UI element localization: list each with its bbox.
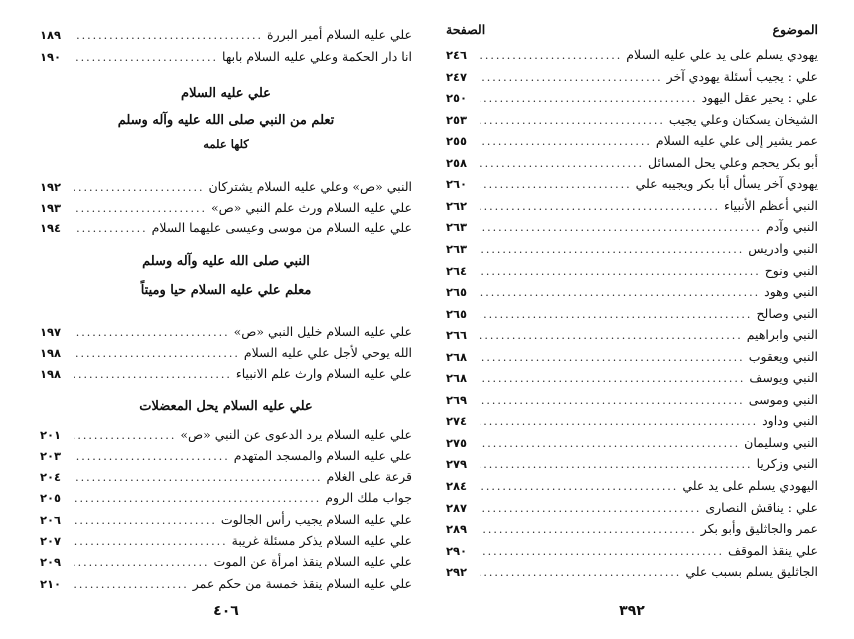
toc-entry — [40, 530, 412, 550]
toc-entry — [446, 497, 818, 517]
entry-title: علي عليه السلام وارث علم الانبياء — [235, 366, 412, 381]
entry-page: ٢٥٥ — [446, 134, 468, 149]
entry-page: ٢٦٨ — [446, 349, 468, 364]
leader-dots — [74, 201, 207, 217]
entry-page: ١٨٩ — [40, 28, 62, 42]
entry-page: ٢٠١ — [40, 428, 62, 442]
entry-page: ٢٠٣ — [40, 449, 62, 463]
entry-page: ٢٠٤ — [40, 470, 62, 484]
leader-dots — [74, 513, 217, 529]
entry-page: ٢٥٨ — [446, 155, 468, 170]
right-page — [446, 0, 818, 639]
section-heading: علي عليه السلام يحل المعضلات — [139, 399, 313, 414]
entry-page: ٢٦٢ — [446, 198, 468, 213]
entry-title: الشيخان يسكتان وعلي يجيب — [668, 111, 818, 127]
toc-entry — [446, 432, 818, 452]
entry-title: علي : يجيب أسئلة يهودي آخر — [666, 68, 818, 84]
entry-page: ٢٦٣ — [446, 220, 468, 235]
entry-page: ٢٠٩ — [40, 555, 62, 569]
entry-title: النبي وزكريا — [756, 456, 818, 472]
toc-entry — [40, 24, 412, 44]
leader-dots — [480, 285, 760, 301]
toc-entry — [446, 216, 818, 236]
leader-dots — [74, 346, 240, 362]
toc-entry — [446, 109, 818, 129]
entry-title: الله يوحي لأجل علي عليه السلام — [243, 345, 412, 360]
entry-page: ٢٦٩ — [446, 392, 468, 407]
entry-page: ٢٦٨ — [446, 371, 468, 386]
entry-page: ١٩٠ — [40, 50, 62, 64]
entry-title: قرعة على الغلام — [326, 469, 412, 484]
entry-title: علي عليه السلام يرد الدعوى عن النبي «ص» — [180, 427, 412, 442]
toc-entry — [40, 509, 412, 529]
toc-entry — [40, 466, 412, 486]
toc-entry — [40, 46, 412, 66]
entry-page: ٢٧٤ — [446, 414, 468, 429]
entry-page: ٢٠٧ — [40, 534, 62, 548]
toc-entry — [446, 410, 818, 430]
toc-entry — [446, 44, 818, 64]
toc-entry — [40, 487, 412, 507]
entry-page: ٢١٠ — [40, 577, 62, 591]
entry-title: علي عليه السلام يجيب رأس الجالوت — [220, 512, 412, 527]
leader-dots — [480, 522, 697, 538]
leader-dots — [480, 479, 678, 495]
leader-dots — [480, 414, 758, 430]
section-heading: كلها علمه — [203, 137, 249, 151]
leader-dots — [480, 177, 632, 193]
leader-dots — [74, 577, 189, 593]
toc-entry — [446, 475, 818, 495]
entry-title: علي عليه السلام أمير البررة — [267, 27, 412, 42]
leader-dots — [74, 50, 218, 66]
leader-dots — [74, 491, 321, 507]
toc-entry — [446, 195, 818, 215]
entry-page: ٢٥٣ — [446, 112, 468, 127]
entry-title: النبي أعظم الأنبياء — [723, 197, 818, 213]
entry-title: علي عليه السلام يذكر مسئلة غريبة — [231, 533, 412, 548]
toc-entry — [446, 87, 818, 107]
leader-dots — [480, 457, 753, 473]
entry-title: علي ينقذ الموقف — [728, 542, 818, 558]
entry-title: علي عليه السلام ينقذ امرأة عن الموت — [213, 554, 412, 569]
toc-entry — [446, 152, 818, 172]
toc-entry — [446, 303, 818, 323]
leader-dots — [480, 436, 740, 452]
entry-title: يهودي يسلم على يد علي عليه السلام — [626, 47, 818, 62]
entry-page: ٢٩٠ — [446, 543, 468, 558]
leader-dots — [480, 393, 745, 409]
left-page — [40, 0, 412, 639]
leader-dots — [74, 555, 210, 571]
page-number: ٤٠٦ — [213, 603, 239, 619]
entry-title: اليهودي يسلم على يد علي — [682, 478, 818, 493]
toc-entry — [446, 389, 818, 409]
toc-entry — [40, 217, 412, 237]
page-header: الصفحة — [446, 22, 486, 37]
section-heading: النبي صلى الله عليه وآله وسلم — [142, 254, 310, 269]
entry-page: ٢٧٥ — [446, 435, 468, 450]
entry-title: علي : يحير عقل اليهود — [701, 90, 818, 106]
entry-title: النبي ويوسف — [749, 370, 818, 386]
entry-title: النبي وابراهيم — [746, 327, 818, 343]
toc-entry — [446, 238, 818, 258]
page-number: ٣٩٢ — [619, 603, 645, 619]
leader-dots — [480, 544, 724, 560]
toc-entry — [40, 445, 412, 465]
entry-page: ١٩٣ — [40, 201, 62, 215]
entry-page: ٢٦٥ — [446, 306, 468, 321]
toc-entry — [446, 540, 818, 560]
leader-dots — [480, 242, 744, 258]
leader-dots — [74, 28, 263, 44]
entry-page: ٢٦٤ — [446, 263, 468, 278]
leader-dots — [480, 307, 752, 323]
leader-dots — [480, 113, 665, 129]
entry-title: علي : يناقش النصارى — [705, 499, 818, 515]
toc-entry — [446, 367, 818, 387]
leader-dots — [480, 70, 663, 86]
entry-title: النبي وهود — [764, 284, 818, 300]
entry-title: انا دار الحكمة وعلي عليه السلام بابها — [222, 49, 412, 64]
section-heading: معلم علي عليه السلام حيا وميتاً — [140, 283, 312, 298]
entry-title: علي عليه السلام ورث علم النبي «ص» — [211, 200, 412, 215]
leader-dots — [74, 367, 232, 383]
toc-entry — [446, 260, 818, 280]
entry-title: النبي وموسى — [748, 391, 818, 407]
entry-title: علي عليه السلام من موسى وعيسى عليهما السلام — [151, 220, 412, 235]
entry-title: النبي وادريس — [748, 241, 818, 256]
toc-entry — [446, 324, 818, 344]
entry-page: ٢٠٦ — [40, 513, 62, 527]
entry-title: أبو بكر يحجم وعلي يحل المسائل — [648, 154, 818, 170]
entry-page: ٢٦٣ — [446, 242, 468, 256]
leader-dots — [480, 328, 743, 344]
leader-dots — [74, 221, 148, 237]
entry-title: علي عليه السلام والمسجد المتهدم — [233, 448, 412, 463]
leader-dots — [480, 134, 652, 150]
entry-page: ١٩٧ — [40, 325, 62, 339]
section-heading: تعلم من النبي صلى الله عليه وآله وسلم — [117, 113, 335, 128]
toc-entry — [40, 197, 412, 217]
entry-page: ٢٧٩ — [446, 457, 468, 472]
toc-entry — [446, 453, 818, 473]
entry-page: ٢٤٦ — [446, 48, 468, 62]
entry-title: النبي وداود — [762, 413, 818, 429]
entry-title: عمر يشير إلى علي عليه السلام — [655, 133, 818, 149]
leader-dots — [480, 501, 701, 517]
entry-page: ٢٠٥ — [40, 491, 62, 505]
leader-dots — [74, 534, 228, 550]
entry-page: ٢٨٩ — [446, 522, 468, 537]
leader-dots — [74, 428, 176, 444]
leader-dots — [480, 156, 644, 172]
leader-dots — [480, 48, 622, 64]
entry-page: ٢٥٠ — [446, 91, 468, 106]
leader-dots — [74, 180, 204, 196]
entry-page: ١٩٨ — [40, 367, 62, 381]
entry-title: عمر والجاثليق وأبو بكر — [700, 521, 818, 537]
toc-entry — [446, 518, 818, 538]
toc-entry — [40, 363, 412, 383]
entry-page: ١٩٨ — [40, 346, 62, 360]
topic-header: الموضوع — [772, 22, 818, 37]
toc-entry — [40, 342, 412, 362]
leader-dots — [480, 199, 720, 215]
leader-dots — [74, 325, 230, 341]
entry-page: ٢٦٥ — [446, 285, 468, 300]
toc-entry — [40, 551, 412, 571]
leader-dots — [480, 565, 681, 581]
toc-entry — [446, 281, 818, 301]
entry-title: النبي وآدم — [765, 219, 818, 235]
toc-entry — [40, 424, 412, 444]
leader-dots — [74, 470, 322, 486]
entry-title: النبي وصالح — [756, 305, 818, 321]
toc-entry — [446, 173, 818, 193]
leader-dots — [480, 371, 745, 387]
leader-dots — [480, 220, 762, 236]
toc-entry — [40, 176, 412, 196]
column-header — [446, 22, 818, 40]
leader-dots — [480, 91, 698, 107]
entry-title: علي عليه السلام خليل النبي «ص» — [233, 324, 412, 339]
entry-page: ٢٩٢ — [446, 565, 468, 580]
entry-title: جواب ملك الروم — [325, 490, 412, 505]
leader-dots — [74, 449, 230, 465]
entry-page: ١٩٤ — [40, 221, 62, 235]
entry-page: ٢٦٦ — [446, 328, 468, 343]
toc-entry — [446, 561, 818, 581]
toc-entry — [446, 346, 818, 366]
entry-page: ٢٦٠ — [446, 177, 468, 192]
leader-dots — [480, 264, 761, 280]
entry-title: الجاثليق يسلم بسبب علي — [685, 564, 818, 580]
entry-page: ٢٨٤ — [446, 479, 468, 493]
entry-title: النبي ويعقوب — [748, 348, 818, 364]
entry-page: ٢٨٧ — [446, 500, 468, 515]
entry-page: ١٩٢ — [40, 180, 62, 194]
entry-title: النبي وسليمان — [744, 434, 818, 450]
toc-entry — [446, 130, 818, 150]
section-heading: علي عليه السلام — [181, 86, 271, 101]
toc-entry — [40, 573, 412, 593]
entry-title: النبي «ص» وعلي عليه السلام يشتركان — [208, 179, 412, 194]
entry-title: علي عليه السلام ينقذ خمسة من حكم عمر — [192, 576, 412, 591]
leader-dots — [480, 350, 745, 366]
entry-title: يهودي آخر يسأل أبا بكر ويجيبه علي — [635, 176, 818, 192]
entry-title: النبي ونوح — [764, 262, 818, 278]
entry-page: ٢٤٧ — [446, 69, 468, 84]
toc-entry — [446, 66, 818, 86]
toc-entry — [40, 321, 412, 341]
